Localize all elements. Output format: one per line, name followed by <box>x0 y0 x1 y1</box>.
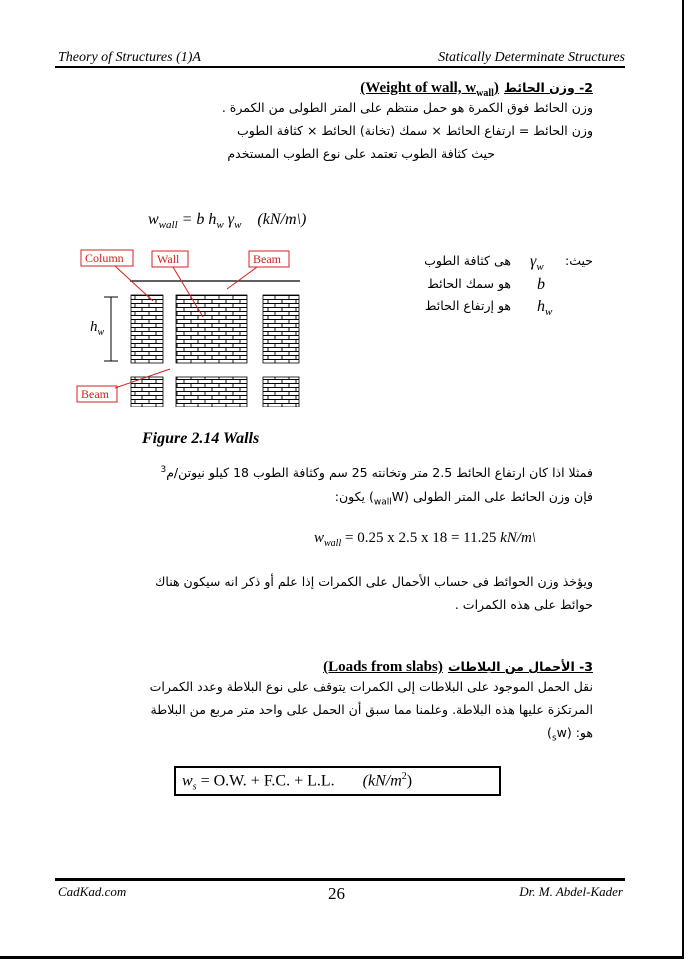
slab-load-equation: $w_s = O.W$. + F.C. + L.L. $(kN/m^2)$ <box>182 771 413 793</box>
page-edge-bottom <box>0 956 684 959</box>
legend-symbol-gamma: $\gamma_w$ <box>530 253 544 274</box>
beam-right-lower <box>263 377 299 407</box>
column-right-upper <box>263 295 299 363</box>
header-left: Theory of Structures (1)A <box>58 50 201 65</box>
beam-center-lower <box>176 377 247 407</box>
beam-left-lower <box>131 377 163 407</box>
section2-heading-ar: 2- وزن الحائط <box>504 80 593 95</box>
legend-symbol-b: b <box>537 276 545 293</box>
example-line1: فمثلا اذا كان ارتفاع الحائط 2.5 متر وتخانته 25 سم وكثافة الطوب 18 كيلو نيوتن/م$^3$ <box>160 465 593 481</box>
section3-line1: نقل الحمل الموجود على البلاطات إلى الكمرات يتوقف على نوع البلاطة وعدد الكمرات <box>149 679 593 694</box>
label-beam-top: Beam <box>253 252 281 266</box>
section2-line2: وزن الحائط = ارتفاع الحائط × سمك (تخانة) الحائط × كثافة الطوب <box>237 123 593 138</box>
legend-text-b: هو سمك الحائط <box>427 276 511 291</box>
footer-rule <box>55 878 625 881</box>
example-note1: ويؤخذ وزن الحوائط فى حساب الأحمال على الكمرات إذا علم أو ذكر انه سيكون هناك <box>155 574 593 589</box>
label-wall: Wall <box>157 252 180 266</box>
example-note2: حوائط على هذه الكمرات . <box>454 597 593 612</box>
section3-heading-ar: 3- الأحمال من البلاطات <box>447 659 593 674</box>
page-edge-right <box>682 0 684 958</box>
section2-line3: حيث كثافة الطوب تعتمد على نوع الطوب المستخدم <box>227 146 495 161</box>
page-number: 26 <box>328 884 345 903</box>
header-right: Statically Determinate Structures <box>438 50 625 65</box>
hw-label: $h_w$ <box>90 319 105 338</box>
example-calculation: $w_{wall} = 0.25$ x 2.5 x 18 = 11.25 kN/m\ <box>314 530 536 549</box>
footer-left: CadKad.com <box>58 884 127 899</box>
label-beam-bottom: Beam <box>81 387 109 401</box>
section2-line1: وزن الحائط فوق الكمرة هو حمل منتظم على المتر الطولى من الكمرة . <box>221 100 593 115</box>
wall-weight-equation: $w_{wall} = b$ $h_w$ $\gamma_w$ (kN/m\) <box>148 211 307 232</box>
label-column: Column <box>85 251 124 265</box>
section2-heading <box>360 77 593 99</box>
legend-text-gamma: هى كثافة الطوب <box>424 253 511 268</box>
section3-line3: هو: $(w_s)$ <box>547 725 593 744</box>
section2-heading-en: (Weight of wall, $w_{wall}$) <box>360 80 499 99</box>
section3-heading-en: (Loads from slabs) <box>323 659 443 675</box>
walls-figure <box>75 247 315 407</box>
leader-beam-top <box>227 267 257 289</box>
example-line2: فإن وزن الحائط على المتر الطولى $(W_{wall})$ يكون: <box>334 489 593 508</box>
section3-heading <box>323 656 593 676</box>
footer-right: Dr. M. Abdel-Kader <box>519 884 623 899</box>
figure-caption: Figure 2.14 Walls <box>142 430 260 447</box>
legend-text-hw: هو إرتفاع الحائط <box>424 298 511 313</box>
slab-load-equation-box <box>174 766 501 796</box>
header-rule <box>55 66 625 68</box>
legend-symbol-hw: $h_w$ <box>537 298 553 319</box>
column-left-upper <box>131 295 163 363</box>
wall-panel <box>176 295 247 363</box>
section3-line2: المرتكزة عليها هذه البلاطة. وعلمنا مما سبق أن الحمل على واحد متر مربع من البلاطة <box>150 702 593 717</box>
legend-intro: حيث: <box>565 253 593 268</box>
